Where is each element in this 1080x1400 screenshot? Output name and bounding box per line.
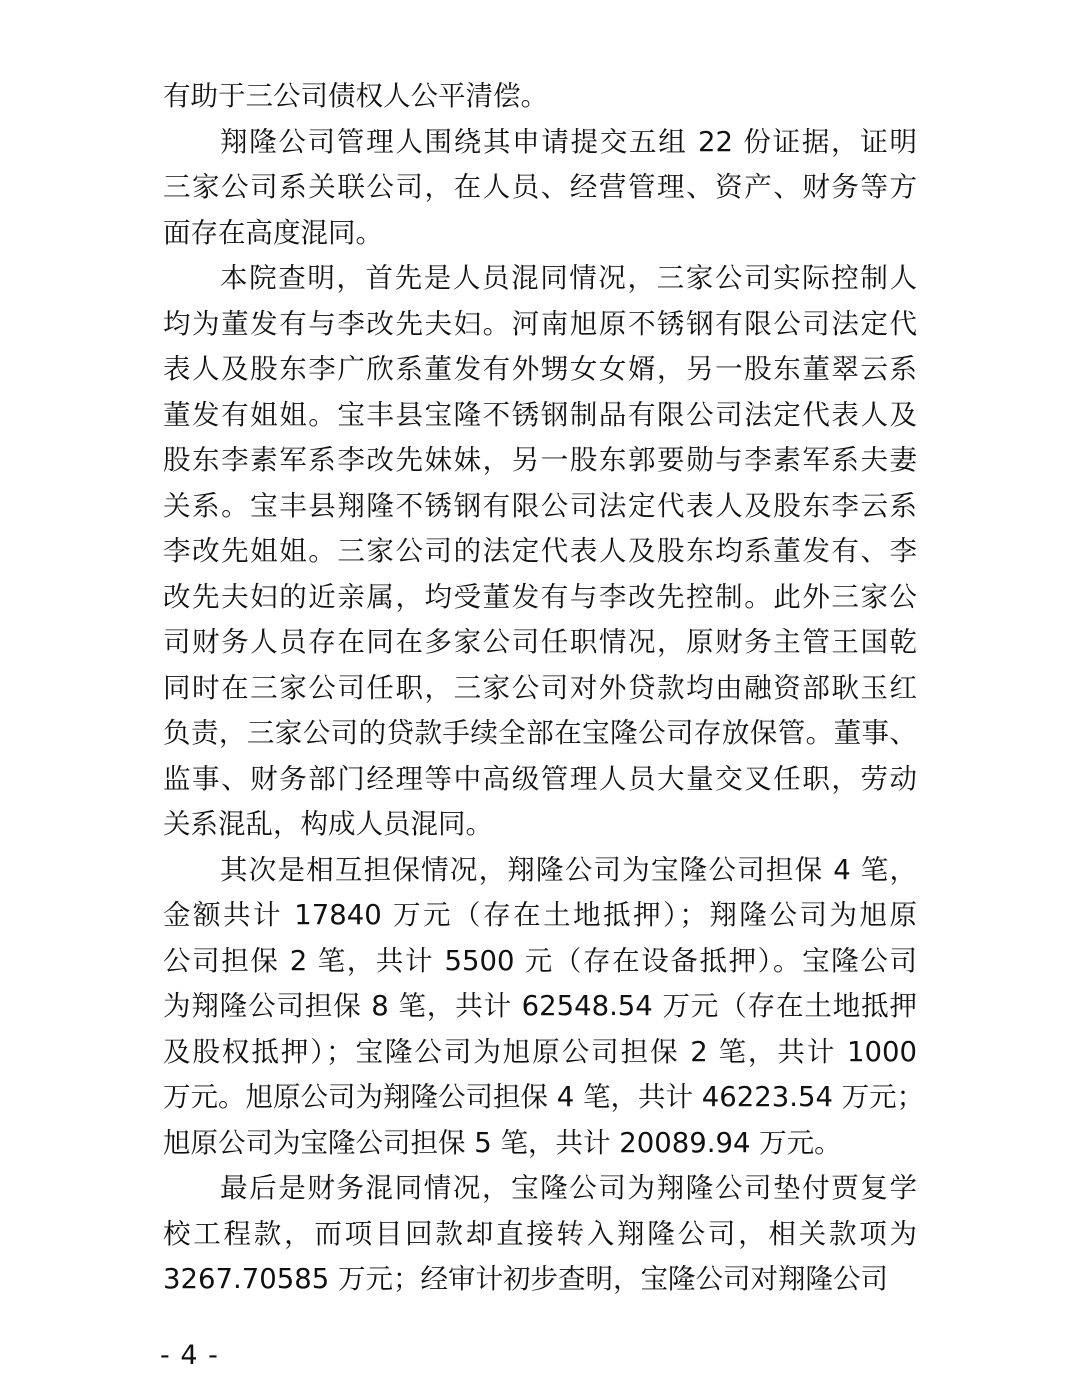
text-line: 关系混乱，构成人员混同。: [163, 808, 493, 840]
text-line: 监事、财务部门经理等中高级管理人员大量交叉任职，劳动: [163, 762, 917, 795]
paragraph: [163, 120, 917, 257]
paragraph: [163, 74, 917, 120]
text-line: 为翔隆公司担保 8 笔，共计 62548.54 万元（存在土地抵押: [163, 990, 917, 1022]
text-line: 股东李素军系李改先妹妹，另一股东郭要勋与李素军系夫妻: [163, 444, 917, 476]
text-line: 董发有姐姐。宝丰县宝隆不锈钢制品有限公司法定代表人及: [163, 398, 917, 431]
text-line: 校工程款，而项目回款却直接转入翔隆公司，相关款项为: [163, 1217, 917, 1250]
text-line: 负责，三家公司的贷款手续全部在宝隆公司存放保管。董事、: [163, 717, 917, 749]
text-line: 金额共计 17840 万元（存在土地抵押）；翔隆公司为旭原: [163, 899, 917, 931]
paragraph: [163, 848, 925, 1167]
text-line: 改先夫妇的近亲属，均受董发有与李改先控制。此外三家公: [163, 580, 917, 613]
text-line: 3267.70585 万元；经审计初步查明，宝隆公司对翔隆公司: [163, 1263, 888, 1295]
text-line: 关系。宝丰县翔隆不锈钢有限公司法定代表人及股东李云系: [163, 489, 917, 522]
text-line: 及股权抵押）；宝隆公司为旭原公司担保 2 笔，共计 1000: [163, 1035, 917, 1068]
page-number: - 4 -: [160, 1340, 219, 1371]
text-line: 最后是财务混同情况，宝隆公司为翔隆公司垫付贾复学: [220, 1172, 917, 1204]
text-line: 同时在三家公司任职，三家公司对外贷款均由融资部耿玉红: [163, 671, 917, 704]
text-line: 三家公司系关联公司，在人员、经营管理、资产、财务等方: [163, 171, 917, 203]
text-line: 李改先姐姐。三家公司的法定代表人及股东均系董发有、李: [163, 535, 917, 567]
text-line: 均为董发有与李改先夫妇。河南旭原不锈钢有限公司法定代: [163, 307, 917, 340]
paragraph: [163, 1166, 917, 1303]
text-line: 旭原公司为宝隆公司担保 5 笔，共计 20089.94 万元。: [163, 1126, 842, 1159]
text-line: 万元。旭原公司为翔隆公司担保 4 笔，共计 46223.54 万元；: [163, 1081, 925, 1113]
text-line: 翔隆公司管理人围绕其申请提交五组 22 份证据，证明: [220, 125, 917, 158]
paragraph: [163, 256, 917, 848]
text-line: 本院查明，首先是人员混同情况，三家公司实际控制人: [220, 262, 917, 294]
text-line: 有助于三公司债权人公平清偿。: [163, 80, 548, 112]
text-line: 表人及股东李广欣系董发有外甥女女婿，另一股东董翠云系: [163, 353, 917, 385]
text-line: 面存在高度混同。: [163, 216, 383, 249]
text-line: 公司担保 2 笔，共计 5500 元（存在设备抵押）。宝隆公司: [163, 944, 917, 977]
text-line: 其次是相互担保情况，翔隆公司为宝隆公司担保 4 笔，: [220, 853, 917, 886]
body-text: [163, 74, 925, 1303]
text-line: 司财务人员存在同在多家公司任职情况，原财务主管王国乾: [163, 626, 917, 658]
